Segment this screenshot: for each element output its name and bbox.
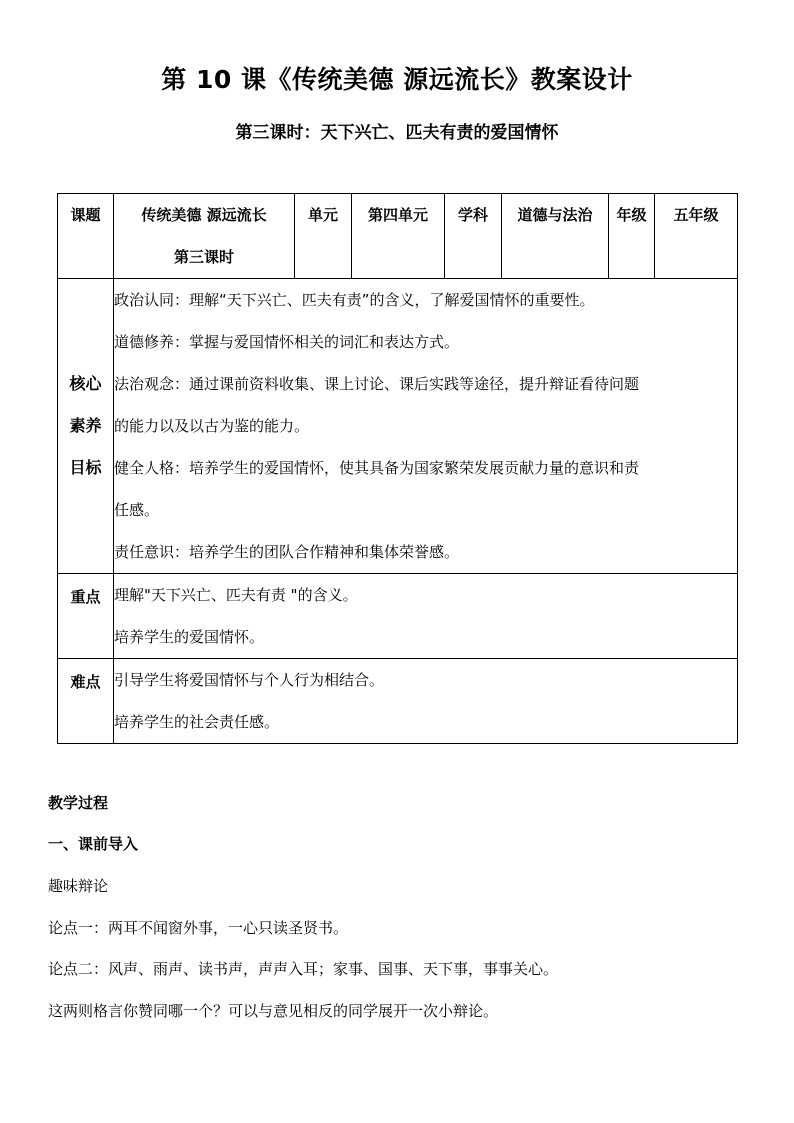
objectives-label-line3: 目标	[69, 458, 102, 477]
info-row	[58, 194, 738, 279]
objectives-content	[114, 279, 738, 574]
grade-label-cell	[609, 194, 655, 279]
difficulties-content	[114, 659, 738, 744]
key-point-2: 培养学生的爱国情怀。	[114, 628, 265, 646]
objective-law-line2: 的能力以及以古为鉴的能力。	[114, 417, 310, 435]
objective-law-line1: 法治观念：通过课前资料收集、课上讨论、课后实践等途径，提升辩证看待问题	[114, 375, 640, 393]
document-subtitle: 第三课时：天下兴亡、匹夫有责的爱国情怀	[235, 123, 559, 143]
key-points-content	[114, 574, 738, 659]
debate-question: 这两则格言你赞同哪一个？可以与意见相反的同学展开一次小辩论。	[48, 1002, 499, 1020]
objectives-label-cell	[58, 279, 114, 574]
lesson-label: 课题	[70, 206, 101, 224]
debate-point-1: 论点一：两耳不闻窗外事，一心只读圣贤书。	[48, 919, 349, 937]
unit-value-cell	[352, 194, 445, 279]
lesson-plan-table	[57, 193, 738, 744]
unit-value: 第四单元	[367, 206, 428, 224]
objective-political: 政治认同：理解“天下兴亡、匹夫有责”的含义，了解爱国情怀的重要性。	[114, 291, 595, 309]
lesson-value-line1: 传统美德 源远流长	[141, 206, 267, 224]
subject-label-cell	[445, 194, 502, 279]
difficulties-label: 难点	[70, 673, 101, 691]
key-point-1: 理解"天下兴亡、匹夫有责 "的含义。	[114, 586, 358, 604]
objective-moral: 道德修养：掌握与爱国情怀相关的词汇和表达方式。	[114, 333, 460, 351]
difficulties-row	[58, 659, 738, 744]
difficulty-2: 培养学生的社会责任感。	[114, 713, 280, 731]
objective-personality-line2: 任感。	[114, 501, 160, 519]
objectives-label-line2: 素养	[69, 416, 102, 435]
difficulties-label-cell	[58, 659, 114, 744]
lesson-label-cell	[58, 194, 114, 279]
subject-value: 道德与法治	[517, 206, 593, 224]
grade-value-cell	[655, 194, 738, 279]
activity-title: 趣味辩论	[48, 877, 109, 895]
key-points-row	[58, 574, 738, 659]
debate-point-2: 论点二：风声、雨声、读书声，声声入耳；家事、国事、天下事，事事关心。	[48, 960, 559, 978]
lesson-value-line2: 第三课时	[173, 248, 234, 266]
objectives-label	[58, 363, 113, 489]
unit-label: 单元	[307, 206, 338, 224]
key-points-label-cell	[58, 574, 114, 659]
section1-heading: 一、课前导入	[48, 835, 139, 853]
objective-responsibility: 责任意识：培养学生的团队合作精神和集体荣誉感。	[114, 543, 460, 561]
difficulty-1: 引导学生将爱国情怀与个人行为相结合。	[114, 671, 385, 689]
objectives-label-line1: 核心	[69, 374, 102, 393]
unit-label-cell	[295, 194, 352, 279]
objectives-row	[58, 279, 738, 574]
grade-label: 年级	[616, 206, 647, 224]
subject-value-cell	[502, 194, 609, 279]
grade-value: 五年级	[673, 206, 719, 224]
subject-label: 学科	[457, 206, 488, 224]
objective-personality-line1: 健全人格：培养学生的爱国情怀，使其具备为国家繁荣发展贡献力量的意识和责	[114, 459, 640, 477]
lesson-value-cell	[114, 194, 295, 279]
key-points-label: 重点	[70, 588, 101, 606]
teaching-process-heading: 教学过程	[48, 794, 109, 812]
document-title: 第 10 课《传统美德 源远流长》教案设计	[161, 65, 633, 94]
